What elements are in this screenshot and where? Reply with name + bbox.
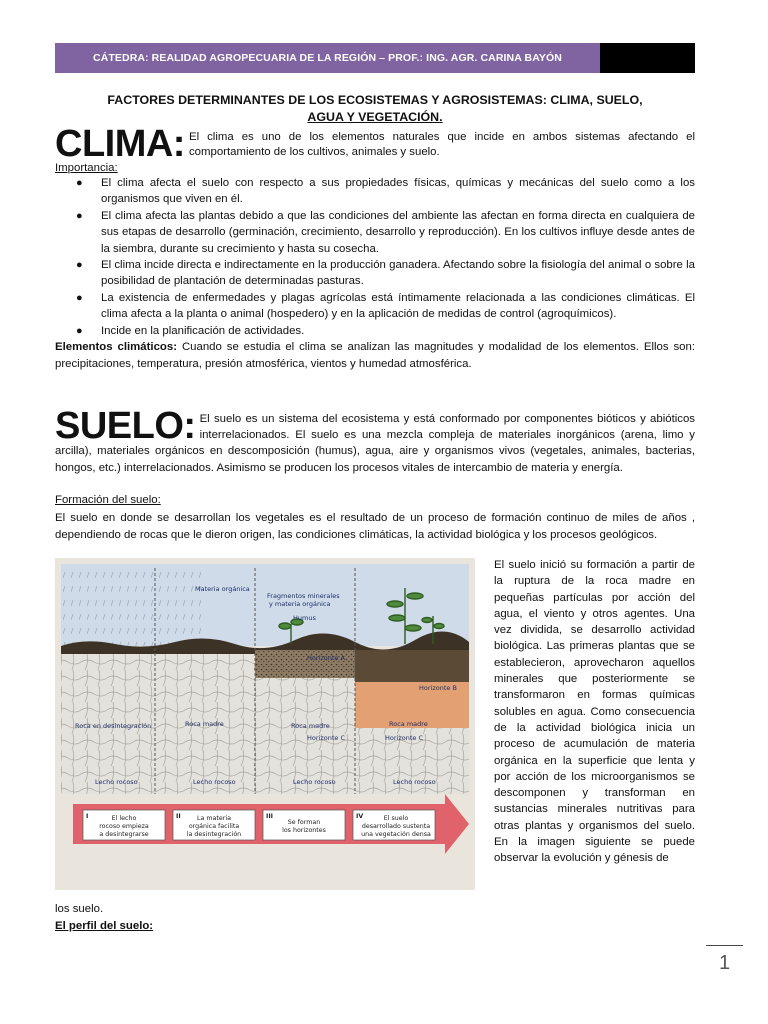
label-fragmentos-2: y materia orgánica: [269, 600, 331, 608]
clima-intro: El clima es uno de los elementos naturales que incide en ambos sistemas afectando el comportamiento de los cultivos, animales y suelo.: [188, 131, 695, 158]
stage-num: III: [266, 813, 274, 820]
label-lecho-rocoso-2: Lecho rocoso: [193, 778, 236, 786]
label-roca-madre: Roca madre: [185, 720, 224, 728]
stage-text: orgánica facilita: [188, 823, 240, 830]
perfil-heading: El perfil del suelo:: [55, 920, 154, 932]
bullet-text: Incide en la planificación de actividades.: [101, 324, 305, 337]
stage-text: una vegetación densa: [361, 831, 431, 838]
header-text: CÁTEDRA: REALIDAD AGROPECUARIA DE LA REGIÓN – PROF.: ING. AGR. CARINA BAYÓN: [93, 52, 562, 64]
elementos-climaticos: [55, 339, 695, 372]
suelo-section: [55, 405, 695, 476]
label-roca-madre-2: Roca madre: [291, 722, 330, 730]
bullet-icon: ●: [76, 324, 83, 337]
bullet-icon: ●: [76, 209, 83, 222]
soil-formation-side-text: El suelo inició su formación a partir de la ruptura de la roca madre en pequeñas partículas por acción del agua, el viento y otros agentes. Una vez dividida, se desarrollo actividad biológica. Las primeras plantas que se establecieron, aprovecharon aquellos minerales que posteriormente se transformaron en formas químicas solubles en agua. Como consecuencia de la actividad biológica inicia un proceso de acumulación de materia orgánica en la superficie que lenta y por acción de los microorganismos se descomponen y transforman en sustancias minerales nutritivas para otras plantas y organismos del suelo. En la imagen siguiente se puede observar la evolución y génesis de: [494, 559, 695, 865]
formacion-text: El suelo en donde se desarrollan los vegetales es el resultado de un proceso de formación continuo de miles de años , dependiendo de rocas que le dieron origen, las condiciones climáticas, la actividad biológica y los procesos geológicos.: [55, 512, 695, 541]
label-fragmentos: Fragmentos minerales: [267, 592, 340, 600]
stage-num: I: [86, 813, 89, 820]
list-item: [55, 175, 695, 208]
label-horizonte-b: Horizonte B: [419, 684, 457, 692]
suelo-heading: SUELO:: [55, 405, 196, 447]
stage-text: desarrollado sustenta: [361, 823, 431, 830]
list-item: [55, 257, 695, 290]
header-band: [55, 43, 600, 73]
title-line-2: AGUA Y VEGETACIÓN.: [307, 110, 443, 124]
importancia-heading: Importancia:: [55, 162, 118, 174]
header-black-block: [600, 43, 695, 73]
list-item: [55, 290, 695, 323]
bullet-icon: ●: [76, 291, 83, 304]
elementos-label: Elementos climáticos:: [55, 341, 178, 354]
stage-text: La materia: [197, 815, 231, 822]
label-lecho-rocoso-3: Lecho rocoso: [293, 778, 336, 786]
bullet-text: El clima incide directa e indirectamente en la producción ganadera. Afectando sobre la fisiología del animal o sobre la posibilidad de plantación de determinadas pasturas.: [101, 259, 695, 288]
label-roca-desintegracion: Roca en desintegración: [75, 722, 152, 730]
formacion-heading: Formación del suelo:: [55, 494, 161, 506]
page-number: 1: [718, 952, 731, 974]
label-horizonte-c: Horizonte C: [307, 734, 346, 742]
bullet-icon: ●: [76, 259, 83, 272]
clima-heading: CLIMA:: [55, 123, 185, 165]
stage-text: los horizontes: [282, 827, 326, 834]
stage-text: El suelo: [383, 815, 409, 822]
label-humus: Humus: [293, 614, 316, 622]
bullet-text: La existencia de enfermedades y plagas agrícolas está íntimamente relacionada a las condiciones climáticas. El clima afecta a la planta o animal (hospedero) y en la aplicación de medidas de control (agroquímicos).: [101, 291, 695, 321]
list-item: [55, 323, 695, 339]
header-bar: [55, 43, 695, 73]
stage-text: rocoso empieza: [99, 823, 149, 830]
label-horizonte-a: Horizonte A: [307, 654, 345, 662]
soil-diagram-svg: [55, 558, 475, 890]
page-number-rule: [706, 945, 743, 946]
label-roca-madre-3: Roca madre: [389, 720, 428, 728]
importancia-list: [55, 175, 695, 339]
bullet-text: El clima afecta las plantas debido a que las condiciones del ambiente las afectan en forma directa en cualquiera de sus etapas de desarrollo (germinación, crecimiento, desarrollo y reproducción). En los cultivos influye desde antes de la siembra, durante su crecimiento y hasta su cosecha.: [101, 209, 695, 255]
stage-text: Se forman: [287, 819, 321, 826]
bullet-text: El clima afecta el suelo con respecto a sus propiedades físicas, químicas y mecánicas del suelo como a los organismos que viven en él.: [101, 177, 695, 206]
stage-text: El lecho: [111, 815, 137, 822]
label-lecho-rocoso: Lecho rocoso: [95, 778, 138, 786]
stage-text: la desintegración: [186, 831, 242, 838]
label-horizonte-c-2: Horizonte C: [385, 734, 424, 742]
stage-num: IV: [356, 813, 364, 820]
bullet-icon: ●: [76, 177, 83, 189]
elementos-text: Cuando se estudia el clima se analizan las magnitudes y modalidad de los elementos. Ellos son: precipitaciones, temperatura, presión atmosférica, vientos y humedad atmosférica.: [55, 341, 696, 370]
label-lecho-rocoso-4: Lecho rocoso: [393, 778, 436, 786]
soil-formation-tail-text: los suelo.: [55, 903, 104, 915]
label-materia-organica: Materia orgánica: [195, 585, 250, 593]
suelo-intro: El suelo es un sistema del ecosistema y está conformado por componentes bióticos y abióticos interrelacionados. El suelo es una mezcla compleja de materiales inorgánicos (arena, limo y arcilla), materiales orgánicos en descomposición (humus), agua, aire y organismos vivos (vegetales, animales, bacterias, hongos, etc.) interrelacionados. Asimismo se producen los procesos vitales de intercambio de materia y energía.: [55, 413, 695, 474]
stage-text: a desintegrarse: [99, 831, 149, 838]
title-line-1: FACTORES DETERMINANTES DE LOS ECOSISTEMAS Y AGROSISTEMAS: CLIMA, SUELO,: [107, 93, 643, 107]
clima-section: [55, 123, 696, 372]
document-title: [55, 92, 695, 126]
soil-formation-figure: [55, 558, 475, 890]
list-item: [55, 208, 695, 257]
stage-num: II: [176, 813, 181, 820]
